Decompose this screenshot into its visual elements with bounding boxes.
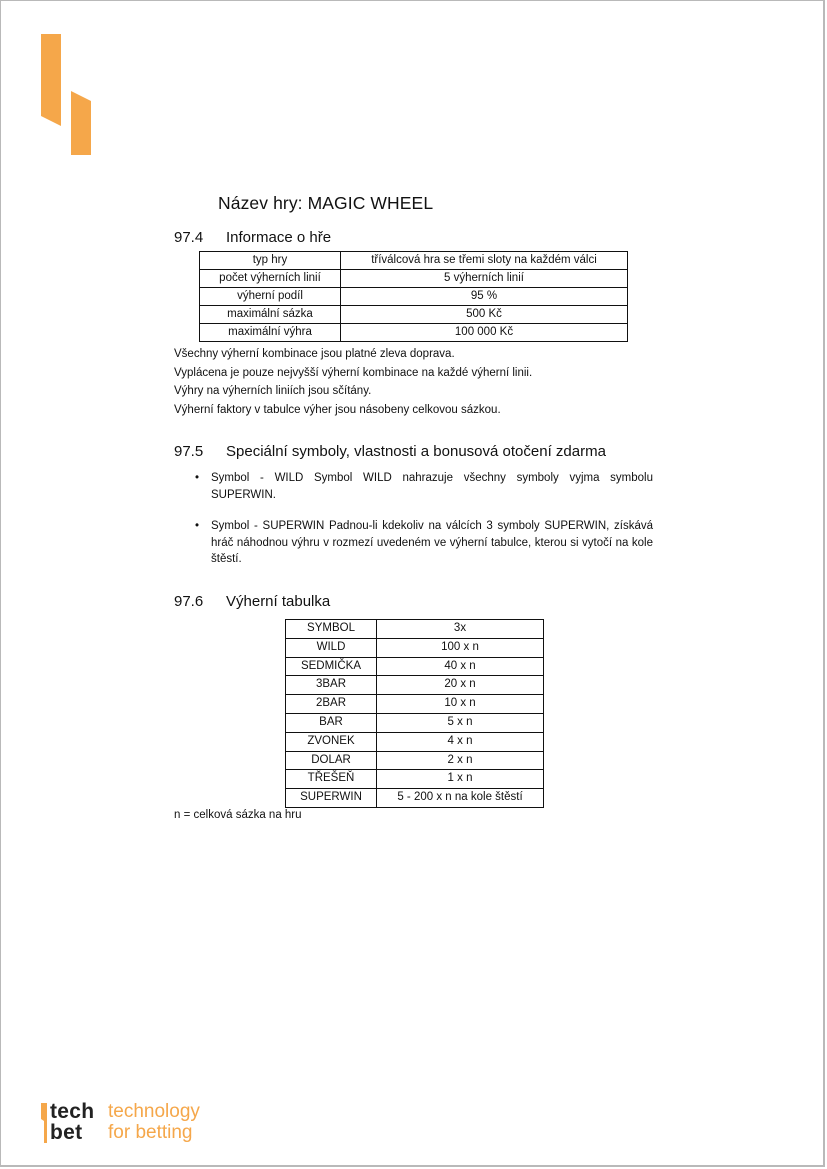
brand-logo-icon	[41, 34, 93, 156]
info-label: typ hry	[200, 252, 341, 270]
rule-line: Výhry na výherních liniích jsou sčítány.	[174, 385, 372, 398]
symbol-cell: ZVONEK	[286, 732, 377, 751]
bullet-icon: •	[195, 520, 200, 532]
info-value: tříválcová hra se třemi sloty na každém válci	[341, 252, 628, 270]
paytable-note: n = celková sázka na hru	[174, 809, 302, 821]
payout-cell: 20 x n	[377, 676, 544, 695]
table-row	[200, 324, 628, 342]
info-label: počet výherních linií	[200, 270, 341, 288]
list-item-text: Symbol - SUPERWIN Padnou-li kdekoliv na válcích 3 symboly SUPERWIN, získává hráč náhodnou výhru v rozmezí uvedeném ve výherní tabulce, kterou si vytočí na kole štěstí.	[211, 520, 653, 565]
payout-cell: 5 - 200 x n na kole štěstí	[377, 789, 544, 808]
rule-line: Všechny výherní kombinace jsou platné zleva doprava.	[174, 348, 455, 360]
section-number: 97.6	[174, 593, 204, 610]
info-value: 100 000 Kč	[341, 324, 628, 342]
symbol-cell: TŘEŠEŇ	[286, 770, 377, 789]
column-header-count: 3x	[377, 620, 544, 639]
game-info-table	[199, 251, 628, 342]
bullet-icon: •	[195, 472, 200, 484]
section-heading-info	[174, 229, 331, 246]
table-row	[286, 657, 544, 676]
section-heading-paytable	[174, 593, 330, 610]
logo-tagline-1: technology	[108, 1101, 200, 1122]
footer-logo	[39, 1100, 239, 1146]
payout-cell: 10 x n	[377, 695, 544, 714]
symbol-cell: 2BAR	[286, 695, 377, 714]
logo-word-bet: bet	[50, 1121, 83, 1144]
table-row	[286, 676, 544, 695]
list-item	[193, 518, 653, 568]
payout-cell: 100 x n	[377, 638, 544, 657]
table-row	[200, 270, 628, 288]
info-value: 95 %	[341, 288, 628, 306]
info-label: maximální výhra	[200, 324, 341, 342]
table-row	[200, 306, 628, 324]
table-row	[286, 732, 544, 751]
section-title: Speciální symboly, vlastnosti a bonusová otočení zdarma	[226, 443, 606, 460]
rules-paragraphs	[174, 345, 532, 420]
section-heading-special	[174, 443, 606, 460]
section-title: Výherní tabulka	[226, 593, 331, 610]
section-number: 97.4	[174, 229, 204, 246]
table-row	[286, 695, 544, 714]
table-header-row	[286, 620, 544, 639]
payout-cell: 5 x n	[377, 713, 544, 732]
payout-cell: 4 x n	[377, 732, 544, 751]
symbol-cell: BAR	[286, 713, 377, 732]
table-row	[286, 789, 544, 808]
logo-word-tech: tech	[50, 1100, 95, 1123]
info-value: 500 Kč	[341, 306, 628, 324]
table-row	[286, 638, 544, 657]
symbol-cell: DOLAR	[286, 751, 377, 770]
payout-cell: 1 x n	[377, 770, 544, 789]
logo-bar-icon	[41, 1103, 47, 1143]
list-item	[193, 470, 653, 503]
payout-cell: 2 x n	[377, 751, 544, 770]
info-label: maximální sázka	[200, 306, 341, 324]
symbol-cell: WILD	[286, 638, 377, 657]
payout-cell: 40 x n	[377, 657, 544, 676]
rule-line: Výherní faktory v tabulce výher jsou násobeny celkovou sázkou.	[174, 404, 501, 417]
section-number: 97.5	[174, 443, 204, 460]
table-row	[286, 770, 544, 789]
section-title: Informace o hře	[226, 229, 332, 246]
paytable	[285, 619, 544, 808]
info-value: 5 výherních linií	[341, 270, 628, 288]
column-header-symbol: SYMBOL	[286, 620, 377, 639]
table-row	[286, 751, 544, 770]
table-row	[200, 252, 628, 270]
table-row	[286, 713, 544, 732]
table-row	[200, 288, 628, 306]
symbol-cell: 3BAR	[286, 676, 377, 695]
rule-line: Vyplácena je pouze nejvyšší výherní kombinace na každé výherní linii.	[174, 366, 533, 379]
game-title: Název hry: MAGIC WHEEL	[218, 193, 434, 213]
logo-tagline-2: for betting	[108, 1122, 193, 1143]
symbol-cell: SUPERWIN	[286, 789, 377, 808]
special-symbols-list	[193, 470, 653, 583]
info-label: výherní podíl	[200, 288, 341, 306]
symbol-cell: SEDMIČKA	[286, 657, 377, 676]
list-item-text: Symbol - WILD Symbol WILD nahrazuje všechny symboly vyjma symbolu SUPERWIN.	[211, 472, 653, 501]
